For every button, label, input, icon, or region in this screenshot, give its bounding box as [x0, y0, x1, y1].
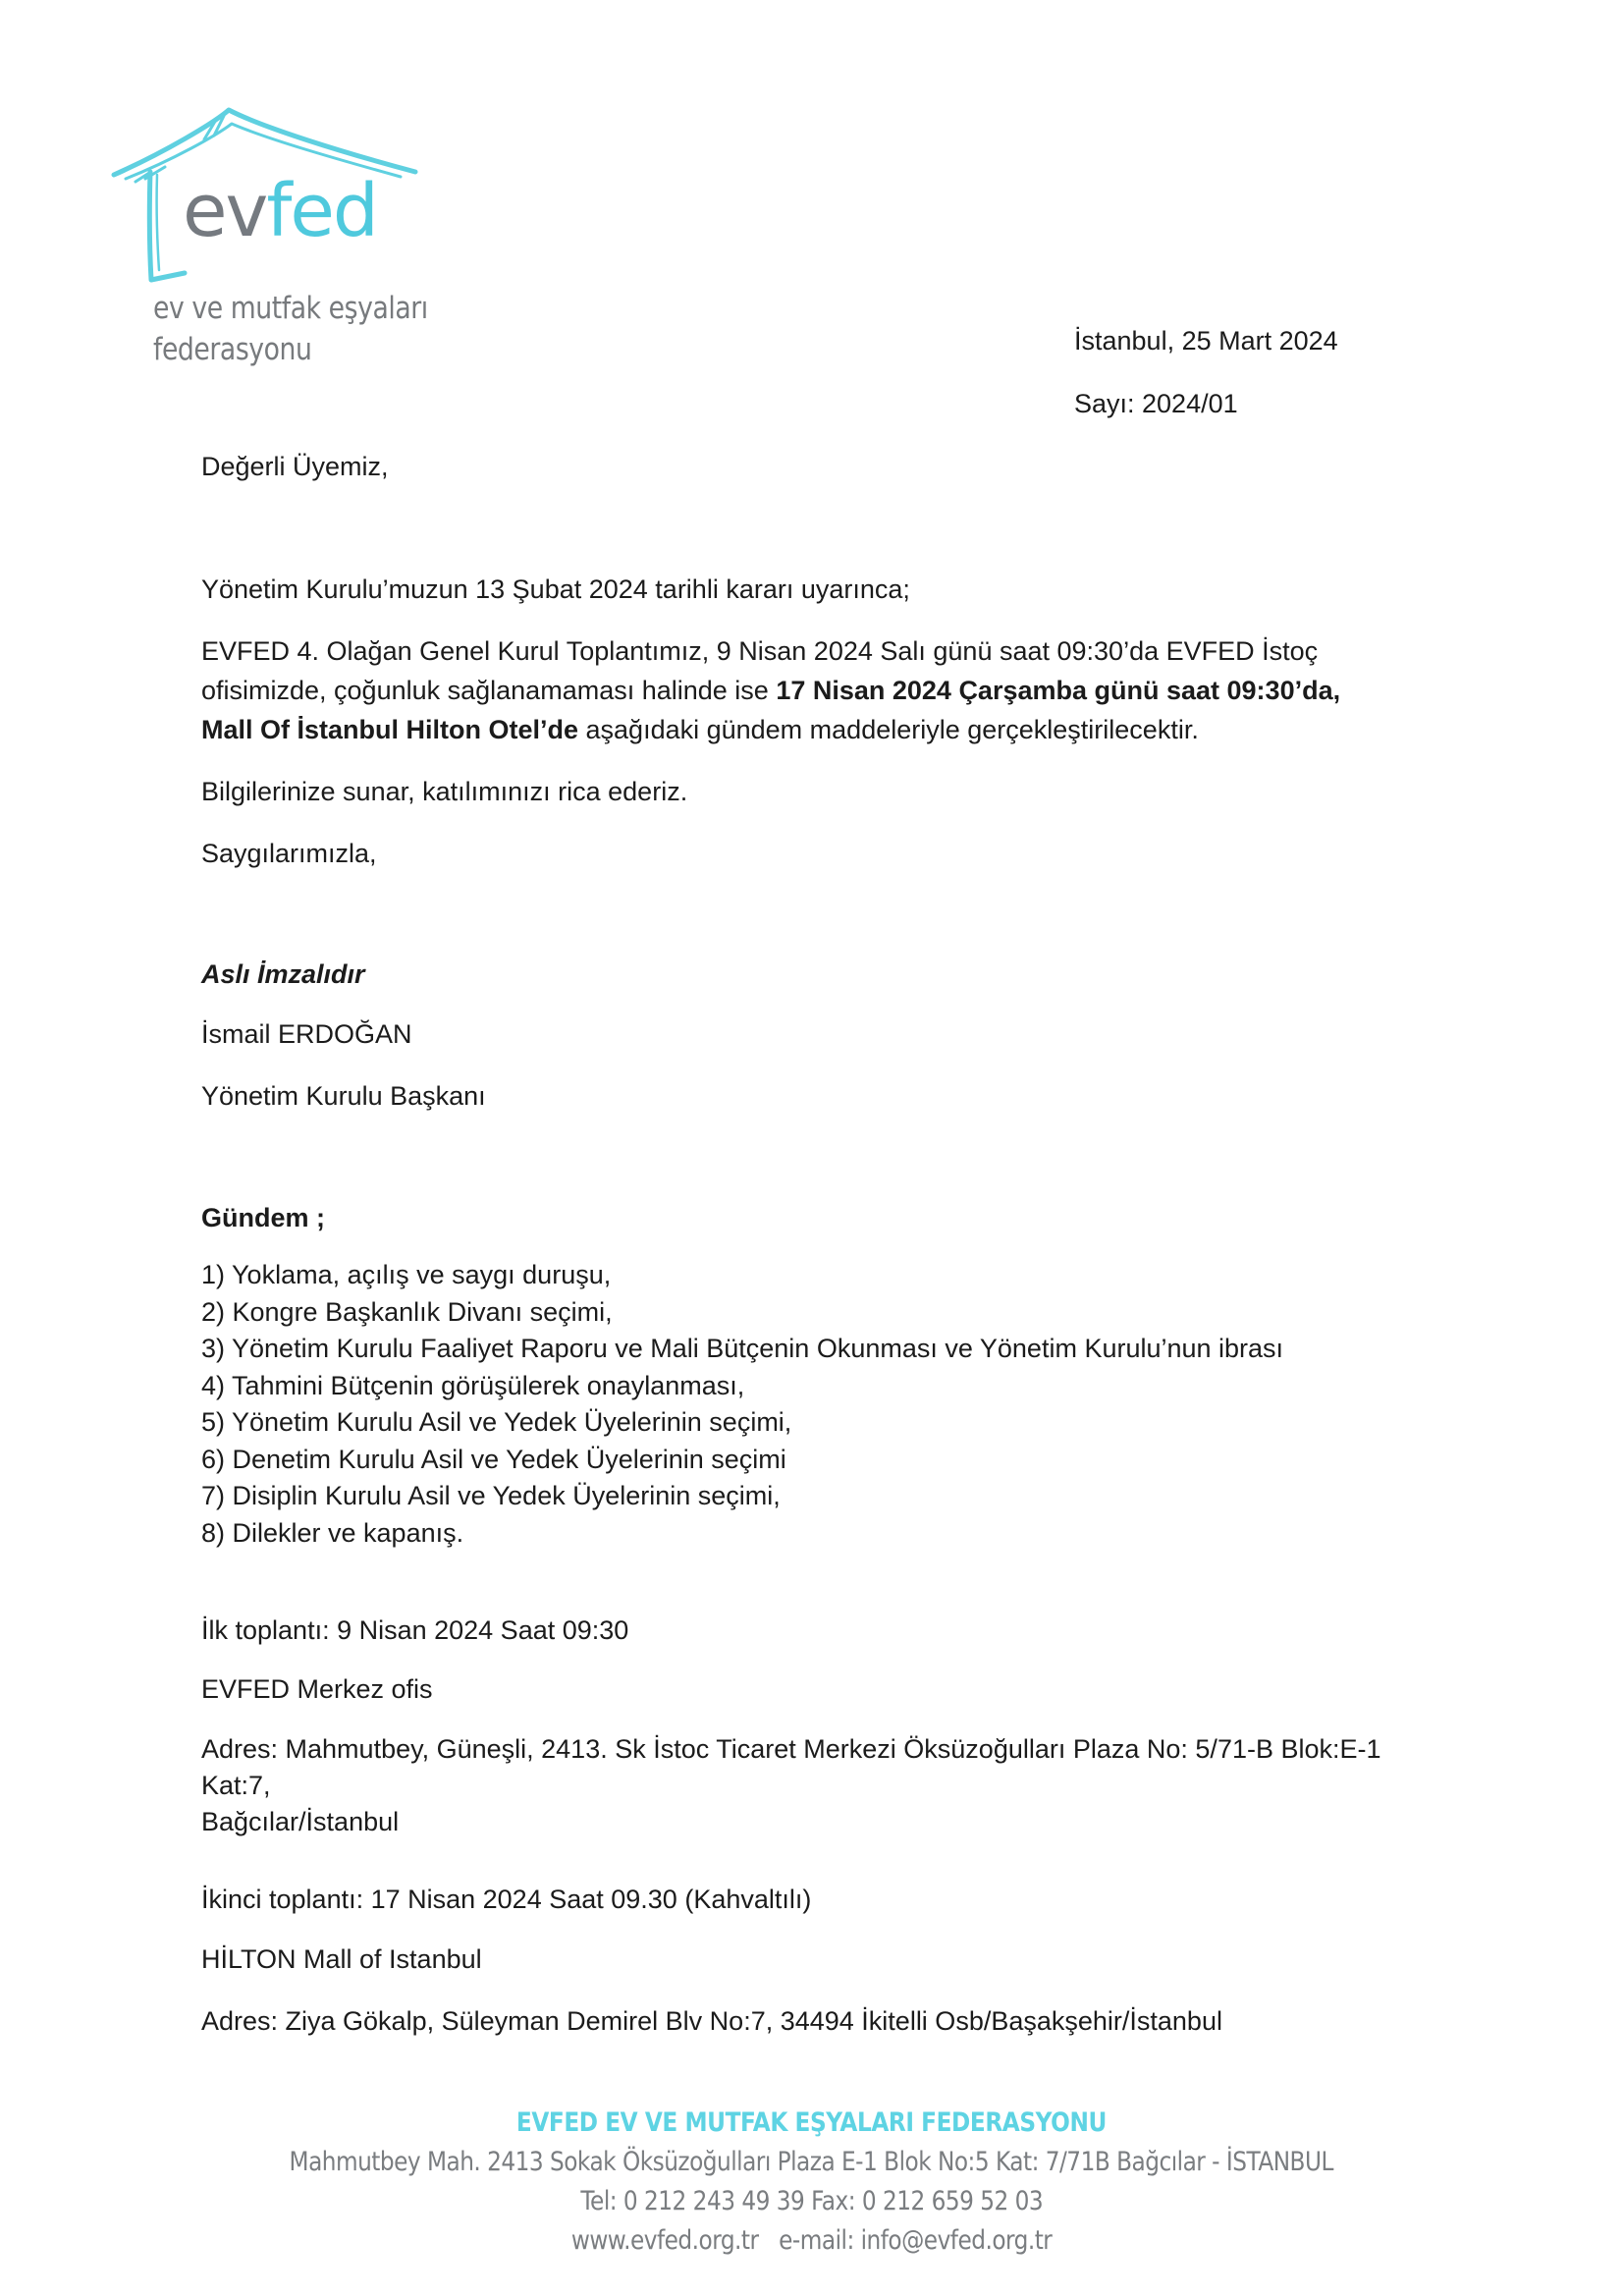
first-meeting-title: İlk toplantı: 9 Nisan 2024 Saat 09:30 [201, 1615, 629, 1645]
footer-phones [0, 2186, 1623, 2216]
signature-note [201, 955, 365, 994]
second-meeting-title: İkinci toplantı: 17 Nisan 2024 Saat 09.30 (Kahvaltılı) [201, 1885, 812, 1914]
main-paragraph-bold-date: 17 Nisan 2024 Çarşamba günü saat 09:30’da, [776, 676, 1341, 705]
main-paragraph-line2 [201, 671, 1429, 710]
main-paragraph-line1: EVFED 4. Olağan Genel Kurul Toplantımız, 9 Nisan 2024 Salı günü saat 09:30’da EVFED İstoç [201, 636, 1319, 666]
logo-tagline [153, 288, 428, 370]
second-meeting-address: Adres: Ziya Gökalp, Süleyman Demirel Blv No:7, 34494 İkitelli Osb/Başakşehir/İstanbul [201, 2006, 1222, 2036]
agenda-list [201, 1257, 1283, 1552]
evfed-logo [106, 98, 430, 295]
signature-note-text: Aslı İmzalıdır [201, 959, 365, 989]
main-paragraph-bold-venue: Mall Of İstanbul Hilton Otel’de [201, 715, 579, 744]
footer-address-text: Mahmutbey Mah. 2413 Sokak Öksüzoğulları Plaza E-1 Blok No:5 Kat: 7/71B Bağcılar - İSTANBUL [289, 2147, 1334, 2177]
logo-wordmark: evfed [183, 169, 377, 253]
footer-phones-text: Tel: 0 212 243 49 39 Fax: 0 212 659 52 03 [580, 2186, 1043, 2216]
logo-tagline-line1: ev ve mutfak eşyaları [153, 291, 428, 326]
agenda-item: 4) Tahmini Bütçenin görüşülerek onaylanması, [201, 1370, 745, 1400]
main-paragraph [201, 631, 1429, 749]
agenda-item: 1) Yoklama, açılış ve saygı duruşu, [201, 1260, 612, 1289]
first-meeting-address [201, 1731, 1429, 1840]
agenda-item: 2) Kongre Başkanlık Divanı seçimi, [201, 1296, 613, 1327]
footer-org-name-text: EVFED EV VE MUTFAK EŞYALARI FEDERASYONU [515, 2107, 1107, 2138]
agenda-item: 8) Dilekler ve kapanış. [201, 1517, 464, 1548]
intro-line: Yönetim Kurulu’muzun 13 Şubat 2024 tarihli kararı uyarınca; [201, 574, 910, 604]
letter-date: İstanbul, 25 Mart 2024 [1074, 326, 1338, 355]
salutation: Değerli Üyemiz, [201, 452, 389, 481]
main-paragraph-text: ofisimizde, çoğunluk sağlanamaması halinde ise [201, 676, 777, 705]
footer-web-email [0, 2225, 1623, 2256]
logo-tagline-line2: federasyonu [153, 332, 312, 367]
footer-web-email-text: www.evfed.org.tr e-mail: info@evfed.org.tr [570, 2225, 1053, 2256]
footer-address [0, 2147, 1623, 2177]
agenda-item: 7) Disiplin Kurulu Asil ve Yedek Üyelerinin seçimi, [201, 1481, 781, 1510]
closing-line: Saygılarımızla, [201, 839, 377, 868]
agenda-item: 5) Yönetim Kurulu Asil ve Yedek Üyelerinin seçimi, [201, 1407, 792, 1437]
first-meeting-address-line2: Bağcılar/İstanbul [201, 1807, 400, 1836]
first-meeting-place: EVFED Merkez ofis [201, 1674, 433, 1704]
request-line: Bilgilerinize sunar, katılımınızı rica ederiz. [201, 777, 688, 806]
footer-org-name [0, 2107, 1623, 2138]
signer-name: İsmail ERDOĞAN [201, 1019, 412, 1049]
agenda-item: 3) Yönetim Kurulu Faaliyet Raporu ve Mali Bütçenin Okunması ve Yönetim Kurulu’nun ibrası [201, 1334, 1284, 1363]
agenda-item: 6) Denetim Kurulu Asil ve Yedek Üyelerinin seçimi [201, 1444, 786, 1474]
second-meeting-place: HİLTON Mall of Istanbul [201, 1944, 482, 1974]
main-paragraph-text-end: aşağıdaki gündem maddeleriyle gerçekleştirilecektir. [578, 715, 1199, 744]
agenda-title: Gündem ; [201, 1203, 325, 1232]
main-paragraph-line3 [201, 710, 1429, 749]
signer-title: Yönetim Kurulu Başkanı [201, 1081, 486, 1111]
letter-number: Sayı: 2024/01 [1074, 389, 1238, 418]
first-meeting-address-line1: Adres: Mahmutbey, Güneşli, 2413. Sk İstoc Ticaret Merkezi Öksüzoğulları Plaza No: 5/71-B Blok:E-1 Kat:7, [201, 1734, 1381, 1800]
